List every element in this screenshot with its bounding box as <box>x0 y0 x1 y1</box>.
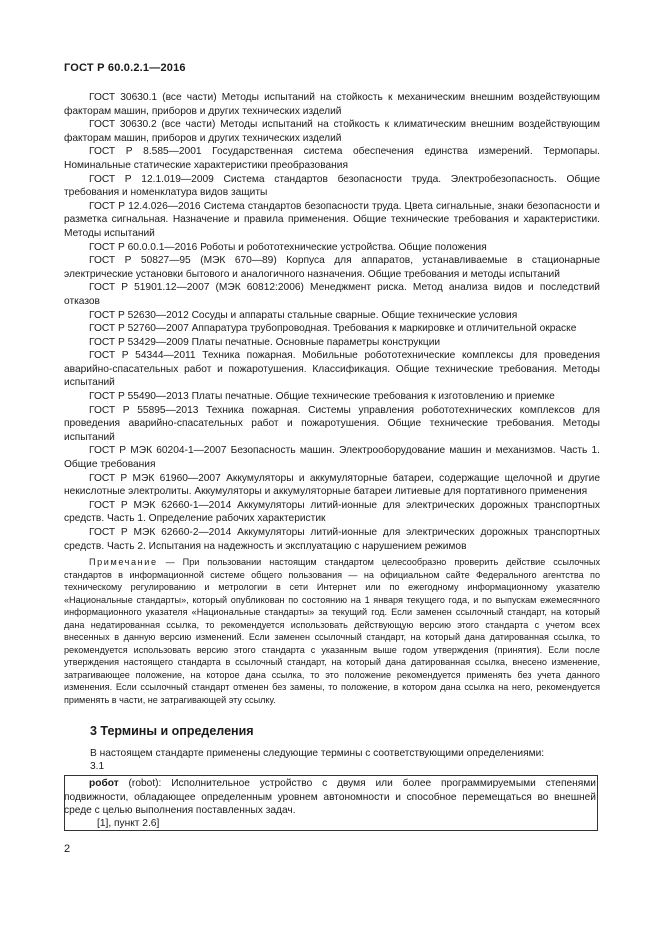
reference-item: ГОСТ Р 53429—2009 Платы печатные. Основные параметры конструкции <box>89 336 441 348</box>
reference-item: ГОСТ Р 50827—95 (МЭК 670—89) Корпуса для аппаратов, устанавливаемые в стационарные электрические установки бытового и аналогичного назначения. Общие требования и методы испытаний <box>64 255 600 280</box>
term-text: (robot): Исполнительное устройство с двумя или более программируемыми степенями подвижности, обладающее определенным уровнем автономности и способное перемещаться во внешней среде с целью выполнения поставленных задач. <box>64 778 596 817</box>
section-intro: В настоящем стандарте применены следующие термины с соответствующими определениями: <box>90 748 545 759</box>
reference-item: ГОСТ Р 12.1.019—2009 Система стандартов безопасности труда. Электробезопасность. Общие требования и номенклатура видов защиты <box>64 173 600 199</box>
reference-item: ГОСТ 30630.1 (все части) Методы испытаний на стойкость к механическим внешним воздействующим факторам машин, приборов и других технических изделий <box>64 92 600 117</box>
term-definition <box>64 777 598 818</box>
note-text: — При пользовании настоящим стандартом целесообразно проверить действие ссылочных стандартов в информационной системе общего пользования — на официальном сайте Федерального агентства по техническому регулированию и метрологии в сети Интернет или по ежегодному информационному указателю «Национальные стандарты», который опубликован по состоянию на 1 января текущего года, и по выпускам ежемесячного информационного указателя «Национальные стандарты» за текущий год. Если заменен ссылочный стандарт, на который дана недатированная ссылка, то рекомендуется использовать действующую версию этого стандарта с учетом всех внесенных в данную версию изменений. Если заменен ссылочный стандарт, на который дана датированная ссылка, то рекомендуется использовать версию этого стандарта с указанным выше годом утверждения (принятия). Если после утверждения настоящего стандарта в ссылочный стандарт, на который дана датированная ссылка, внесено изменение, затрагивающее положение, на которое дана ссылка, то это положение рекомендуется применять без учета данного изменения. Если ссылочный стандарт отменен без замены, то положение, в котором дана ссылка на него, рекомендуется применять в части, не затрагивающей эту ссылку. <box>64 557 600 705</box>
term-word: робот <box>89 778 119 789</box>
note-block <box>64 556 600 706</box>
reference-item: ГОСТ Р 55490—2013 Платы печатные. Общие технические требования к изготовлению и приемке <box>89 391 555 403</box>
section-title: 3 Термины и определения <box>90 724 254 738</box>
reference-item: ГОСТ Р 12.4.026—2016 Система стандартов безопасности труда. Цвета сигнальные, знаки безопасности и разметка сигнальная. Назначение и правила применения. Общие технические требования и характеристики. Методы испытаний <box>64 200 600 239</box>
term-source: [1], пункт 2.6] <box>97 818 160 829</box>
reference-item: ГОСТ Р МЭК 62660-1—2014 Аккумуляторы литий-ионные для электрических дорожных транспортных средств. Часть 1. Определение рабочих характеристик <box>64 499 600 525</box>
term-paragraph <box>64 777 596 818</box>
note-paragraph <box>64 556 600 706</box>
reference-item: ГОСТ Р МЭК 62660-2—2014 Аккумуляторы литий-ионные для электрических дорожных транспортных средств. Часть 2. Испытания на надежность и эксплуатацию с нарушением режимов <box>64 527 600 552</box>
reference-item: ГОСТ Р 51901.12—2007 (МЭК 60812:2006) Менеджмент риска. Метод анализа видов и последствий отказов <box>64 282 600 307</box>
reference-item: ГОСТ Р МЭК 61960—2007 Аккумуляторы и аккумуляторные батареи, содержащие щелочной и другие некислотные электролиты. Аккумуляторы и аккумуляторные батареи литиевые для портативного применения <box>64 472 600 498</box>
reference-item: ГОСТ Р 55895—2013 Техника пожарная. Системы управления робототехнических комплексов для проведения аварийно-спасательных работ и пожаротушения. Общие технические требования. Методы испытаний <box>64 404 600 443</box>
reference-item: ГОСТ Р 8.585—2001 Государственная система обеспечения единства измерений. Термопары. Номинальные статические характеристики преобразования <box>64 146 600 171</box>
document-header: ГОСТ Р 60.0.2.1—2016 <box>64 62 186 74</box>
reference-item: ГОСТ Р 52760—2007 Аппаратура трубопроводная. Требования к маркировке и отличительной окраске <box>89 323 577 335</box>
page-number: 2 <box>64 843 71 855</box>
reference-item: ГОСТ Р 60.0.0.1—2016 Роботы и робототехнические устройства. Общие положения <box>89 241 487 253</box>
normative-references <box>64 91 600 553</box>
reference-item: ГОСТ Р 52630—2012 Сосуды и аппараты стальные сварные. Общие технические условия <box>89 309 518 321</box>
reference-item: ГОСТ Р МЭК 60204-1—2007 Безопасность машин. Электрооборудование машин и механизмов. Часть 1. Общие требования <box>64 445 600 471</box>
reference-item: ГОСТ 30630.2 (все части) Методы испытаний на стойкость к климатическим внешним воздействующим факторам машин, приборов и других технических изделий <box>64 119 600 144</box>
reference-item: ГОСТ Р 54344—2011 Техника пожарная. Мобильные робототехнические комплексы для проведения аварийно-спасательных работ и пожаротушения. Классификация. Общие технические требования. Методы испытаний <box>64 350 600 389</box>
note-label: Примечание <box>89 557 158 567</box>
term-number: 3.1 <box>90 761 105 772</box>
